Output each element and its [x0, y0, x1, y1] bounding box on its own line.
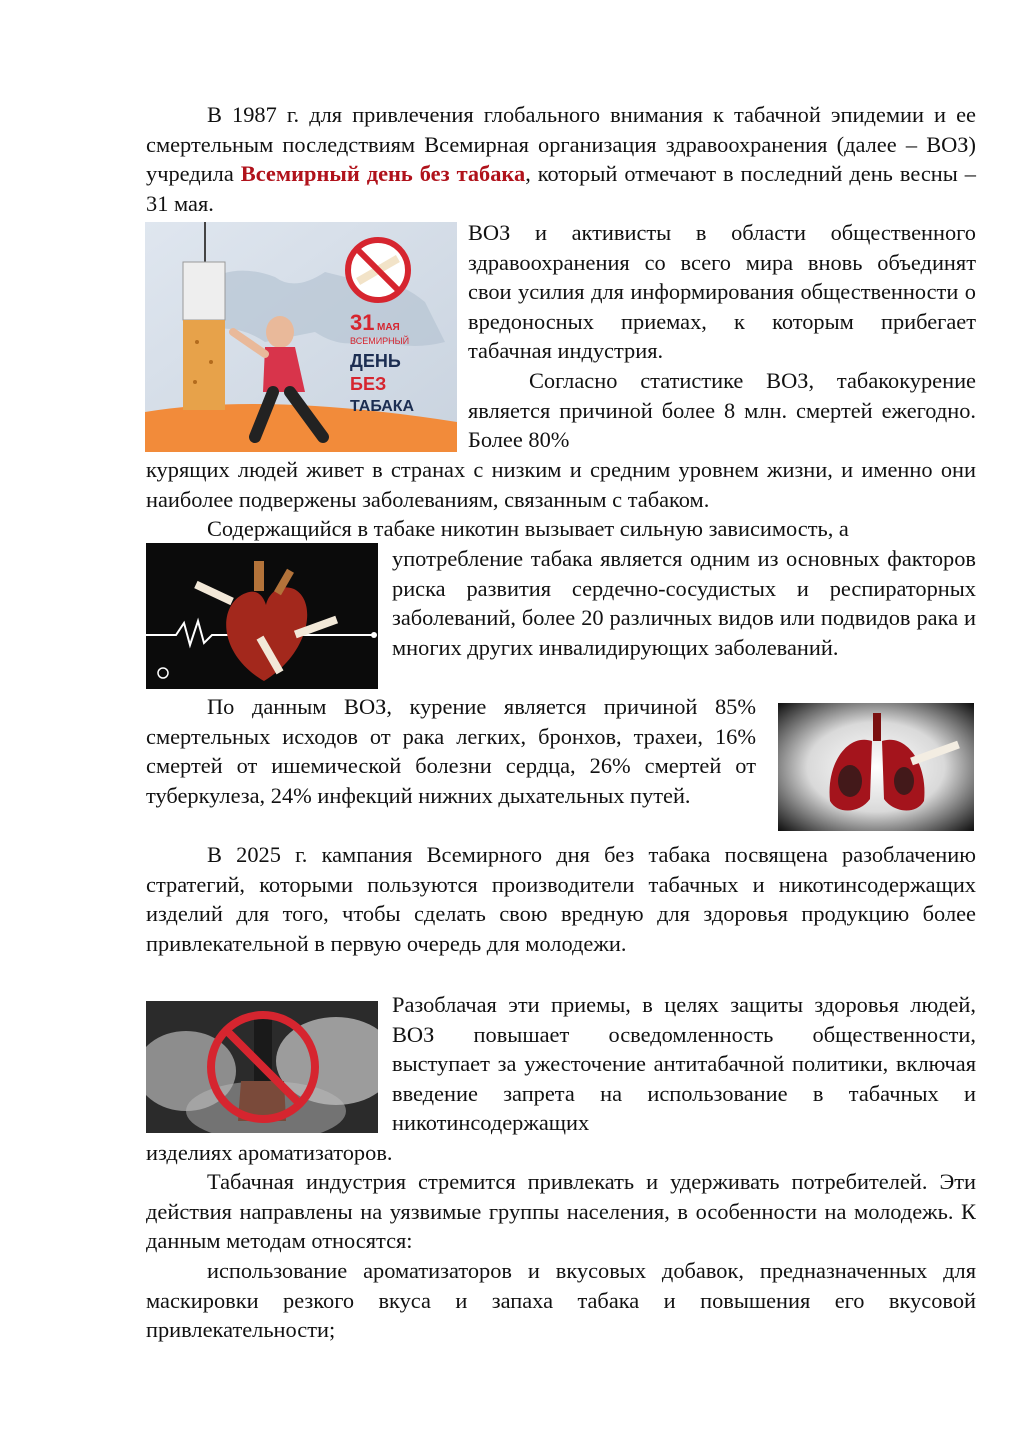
- world-no-tobacco-day-highlight: Всемирный день без табака: [240, 161, 526, 187]
- statistics-diseases-paragraph: По данным ВОЗ, курение является причиной 85% смертельных исходов от рака легких, бронхов, трахеи, 16% смертей от ишемической болезни сердца, 26% смертей от туберкулеза, 24% инфекций нижних дыхательных путей.: [146, 694, 756, 808]
- exposing-tactics-paragraph-end: изделиях ароматизаторов.: [146, 1140, 393, 1165]
- intro-text-end: , который отмечают в последний день весны – 31 мая.: [146, 161, 976, 216]
- nicotine-paragraph-end: употребление табака является одним из основных факторов риска развития сердечно-сосудистых и респираторных заболеваний, более 20 различных видов или подвидов рака и многих других инвалидирующих заболеваний.: [392, 546, 976, 660]
- poster-line1: ВСЕМИРНЫЙ: [350, 336, 410, 346]
- tobacco-industry-paragraph: Табачная индустрия стремится привлекать и удерживать потребителей. Эти действия направлены на уязвимые группы населения, в особенности на молодежь. К данным методам относятся:: [146, 1169, 976, 1254]
- flavors-paragraph: использование ароматизаторов и вкусовых добавок, предназначенных для маскировки резкого вкуса и запаха табака и повышения его вкусовой привлекательности;: [146, 1258, 976, 1343]
- statistics-paragraph-start: Согласно статистике ВОЗ, табакокурение является причиной более 8 млн. смертей ежегодно. Более 80%: [468, 368, 976, 453]
- statistics-paragraph-end: курящих людей живет в странах с низким и средним уровнем жизни, и именно они наиболее подвержены заболеваниям, связанным с табаком.: [146, 457, 976, 512]
- poster-line3: БЕЗ: [350, 374, 387, 394]
- poster-month: МАЯ: [377, 322, 400, 333]
- intro-paragraph: [146, 100, 976, 218]
- vape-ban-image: [146, 1001, 378, 1133]
- intro-text: В 1987 г. для привлечения глобального внимания к табачной эпидемии и ее смертельным последствиям Всемирная организация здравоохранения (далее – ВОЗ) учредила: [146, 102, 976, 187]
- activists-paragraph: ВОЗ и активисты в области общественного здравоохранения со всего мира вновь объединят свои усилия для информирования общественности о вредоносных приемах, к которым прибегает табачная индустрия.: [468, 220, 976, 364]
- exposing-tactics-paragraph-start: Разоблачая эти приемы, в целях защиты здоровья людей, ВОЗ повышает осведомленность общественности, выступает за ужесточение антитабачной политики, включая введение запрета на использование в табачных и никотинсодержащих: [392, 992, 976, 1136]
- campaign-2025-paragraph: В 2025 г. кампания Всемирного дня без табака посвящена разоблачению стратегий, которыми пользуются производители табачных и никотинсодержащих изделий для того, чтобы сделать свою вредную для здоровья продукцию более привлекательной в первую очередь для молодежи.: [146, 842, 976, 956]
- lungs-image: [778, 703, 974, 831]
- world-no-tobacco-day-poster: [145, 222, 457, 452]
- poster-line2: ДЕНЬ: [350, 351, 401, 371]
- heart-cigarettes-image: [146, 543, 378, 689]
- poster-line4: ТАБАКА: [350, 398, 415, 415]
- nicotine-paragraph-start: Содержащийся в табаке никотин вызывает сильную зависимость, а: [207, 516, 849, 541]
- poster-day: 31: [350, 310, 375, 335]
